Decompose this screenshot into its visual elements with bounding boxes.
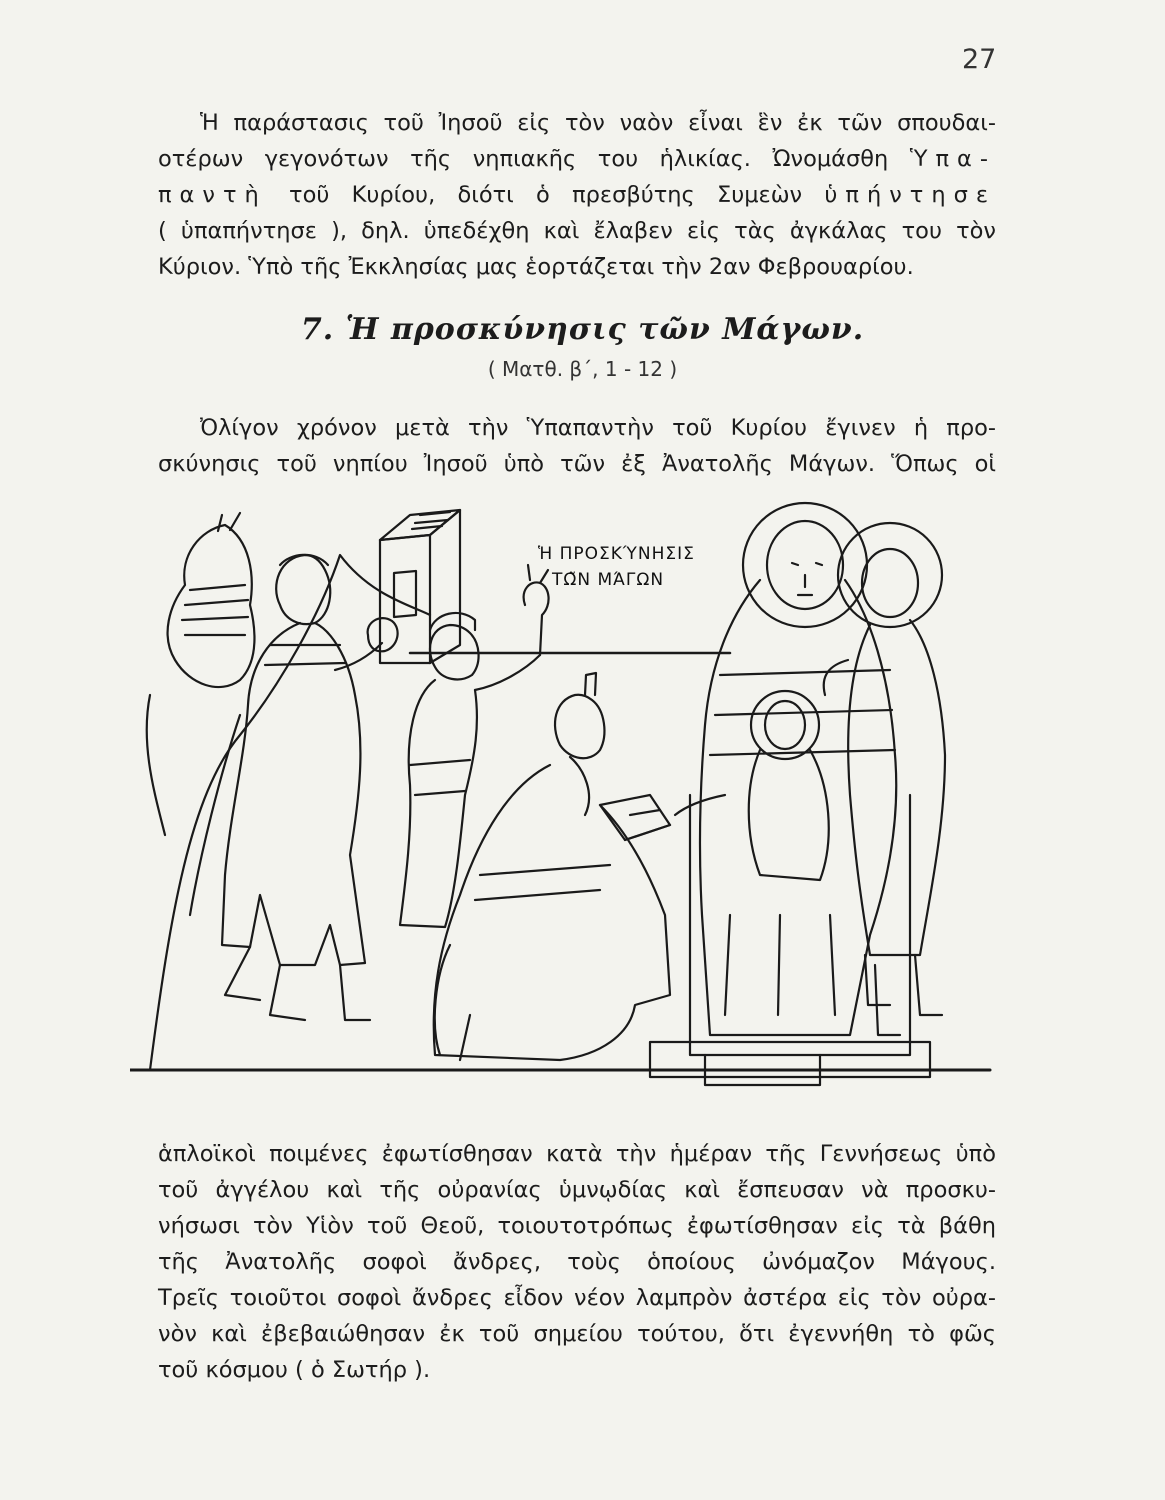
text-line: νήσωσι τὸν Υἱὸν τοῦ Θεοῦ, τοιουτοτρόπως ἐφωτίσθησαν εἰς τὰ βάθη: [158, 1213, 996, 1239]
joseph-halo: [838, 523, 942, 627]
camel: [168, 525, 255, 687]
text-line: τοῦ ἀγγέλου καὶ τῆς οὐρανίας ὑμνῳδίας καὶ ἔσπευσαν νὰ προσκυ-: [158, 1177, 996, 1203]
text-line: Ἡ παράστασις τοῦ Ἰησοῦ εἰς τὸν ναὸν εἶναι ἓν ἐκ τῶν σπουδαι-: [200, 110, 996, 136]
caption-line: ΤΩ͂Ν ΜΆΓΩΝ: [552, 570, 665, 590]
text-line: νὸν καὶ ἐβεβαιώθησαν ἐκ τοῦ σημείου τούτου, ὅτι ἐγεννήθη τὸ φῶς: [158, 1321, 996, 1347]
text-line: Τρεῖς τοιοῦτοι σοφοὶ ἄνδρες εἶδον νέον λαμπρὸν ἀστέρα εἰς τὸν οὐρα-: [158, 1285, 996, 1311]
text-line: τοῦ κόσμου ( ὁ Σωτήρ ).: [158, 1357, 431, 1383]
scripture-reference: ( Ματθ. β΄, 1 - 12 ): [487, 357, 678, 381]
icon-illustration: [130, 495, 1000, 1105]
text-fragment: οτέρων γεγονότων τῆς νηπιακῆς του ἡλικίας. Ὠνομάσθη: [158, 146, 910, 172]
paragraph-adoration-intro: [158, 410, 996, 482]
text-line: ( ὑπαπήντησε ), δηλ. ὑπεδέχθη καὶ ἔλαβεν εἰς τὰς ἀγκάλας του τὸν: [158, 218, 996, 244]
text-line: [158, 177, 996, 213]
text-fragment: τοῦ Κυρίου, διότι ὁ πρεσβύτης Συμεὼν: [266, 182, 825, 208]
magus-kneeling: [555, 695, 604, 758]
text-line: σκύνησις τοῦ νηπίου Ἰησοῦ ὑπὸ τῶν ἐξ Ἀνατολῆς Μάγων. Ὅπως οἱ: [158, 451, 996, 477]
page-number: 27: [962, 44, 997, 75]
magus-standing: [276, 555, 330, 624]
caption-line: Ἡ ΠΡΟΣΚΎΝΗΣΙΣ: [538, 544, 695, 564]
text-line: Ὀλίγον χρόνον μετὰ τὴν Ὑπαπαντὴν τοῦ Κυρίου ἔγινεν ἡ προ-: [200, 415, 996, 441]
spaced-word: παντὴ: [158, 182, 267, 208]
virgin-robe: [700, 580, 896, 1035]
building: [380, 535, 430, 663]
section-heading: 7. Ἡ προσκύνησις τῶν Μάγων.: [300, 312, 865, 347]
figure-caption: [538, 541, 738, 593]
text-line: ἁπλοϊκοὶ ποιμένες ἐφωτίσθησαν κατὰ τὴν ἡμέραν τῆς Γεννήσεως ὑπὸ: [158, 1141, 996, 1167]
text-line: τῆς Ἀνατολῆς σοφοὶ ἄνδρες, τοὺς ὁποίους ὠνόμαζον Μάγους.: [158, 1249, 996, 1275]
text-line: Κύριον. Ὑπὸ τῆς Ἐκκλησίας μας ἑορτάζεται τὴν 2αν Φεβρουαρίου.: [158, 254, 914, 280]
paragraph-magi: [158, 1136, 996, 1388]
spaced-word: Ὑπα-: [909, 146, 996, 172]
paragraph-presentation: [158, 105, 996, 285]
spaced-word: ὑπήντησε: [824, 182, 996, 208]
text-line: [158, 141, 996, 177]
